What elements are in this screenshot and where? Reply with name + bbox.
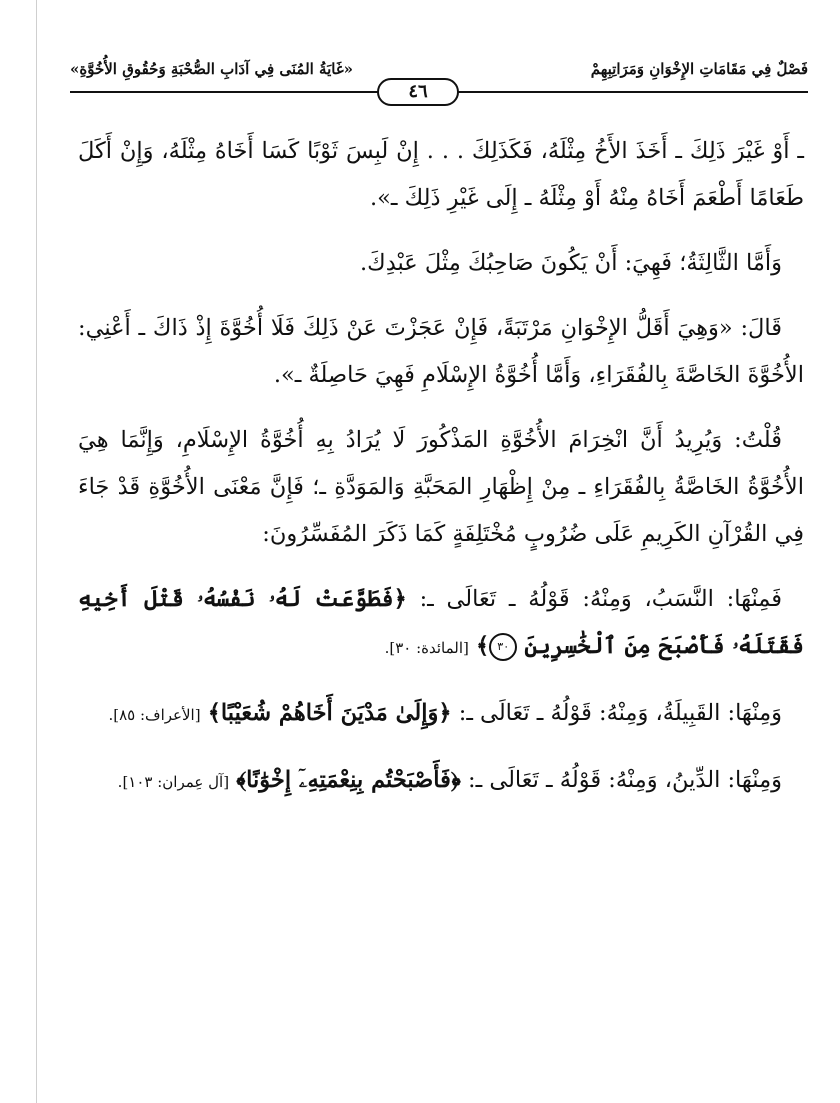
verse-reference: [الأعراف: ٨٥]. xyxy=(108,706,201,724)
paragraph-continuation: ـ أَوْ غَيْرَ ذَلِكَ ـ أَخَذَ الأَخُ مِثْلَهُ، فَكَذَلِكَ . . . إِنْ لَبِسَ ثَوْبًا كَسَا أَخَاهُ مِثْلَهُ، وَإِنْ أَكَلَ طَعَامًا أَطْعَمَ أَخَاهُ مِنْهُ أَوْ مِثْلَهُ ـ إِلَى غَيْرِ ذَلِكَ ـ». xyxy=(78,138,804,211)
verse-reference: [المائدة: ٣٠]. xyxy=(384,639,469,657)
lineage-lead: فَمِنْهَا: النَّسَبُ، وَمِنْهُ: قَوْلُهُ ـ تَعَالَى ـ: xyxy=(419,586,782,612)
ayah-number-marker: ٣٠ xyxy=(489,633,517,661)
book-title: «غَايَةُ المُنَى فِي آدَابِ الصُّحْبَةِ وَحُقُوقِ الأُخُوَّةِ» xyxy=(70,60,354,78)
page-body xyxy=(78,128,804,824)
paragraph-religion xyxy=(78,757,804,806)
chapter-title: فَصْلٌ فِي مَقَامَاتِ الإِخْوَانِ وَمَرَاتِبِهِمْ xyxy=(590,60,808,78)
quran-verse-maidah: ﴿فَطَوَّعَتْ لَهُۥ نَفْسُهُۥ قَتْلَ أَخِيهِ فَقَتَلَهُۥ فَأَصْبَحَ مِنَ ٱلْخَٰسِرِينَ xyxy=(78,586,804,659)
page-number: ٤٦ xyxy=(377,78,459,106)
verse-end-bracket: ﴾ xyxy=(476,633,490,659)
religion-lead: وَمِنْهَا: الدِّينُ، وَمِنْهُ: قَوْلُهُ ـ تَعَالَى ـ: xyxy=(468,767,782,793)
paragraph-quote: قَالَ: «وَهِيَ أَقَلُّ الإِخْوَانِ مَرْتَبَةً، فَإِنْ عَجَزْتَ عَنْ ذَلِكَ فَلَا أُخُوَّةَ إِذْ ذَاكَ ـ أَعْنِي: الأُخُوَّةَ الخَاصَّةَ بِالفُقَرَاءِ، وَأَمَّا أُخُوَّةُ الإِسْلَامِ فَهِيَ حَاصِلَةٌ ـ». xyxy=(78,315,804,388)
tribe-lead: وَمِنْهَا: القَبِيلَةُ، وَمِنْهُ: قَوْلُهُ ـ تَعَالَى ـ: xyxy=(458,700,782,726)
quran-verse-imran: ﴿فَأَصْبَحْتُم بِنِعْمَتِهِۦٓ إِخْوَٰنًا﴾ xyxy=(236,767,461,793)
scan-edge-line xyxy=(36,0,37,1103)
paragraph-tribe xyxy=(78,690,804,739)
quran-verse-araf: ﴿وَإِلَىٰ مَدْيَنَ أَخَاهُمْ شُعَيْبًا﴾ xyxy=(207,700,452,726)
paragraph-lineage xyxy=(78,576,804,672)
verse-reference: [آل عِمران: ١٠٣]. xyxy=(117,773,230,791)
paragraph-third-rank: وَأَمَّا الثَّالِثَةُ؛ فَهِيَ: أَنْ يَكُونَ صَاحِبُكَ مِثْلَ عَبْدِكَ. xyxy=(360,250,782,276)
paragraph-commentary: قُلْتُ: وَيُرِيدُ أَنَّ انْخِرَامَ الأُخُوَّةِ المَذْكُورَ لَا يُرَادُ بِهِ أُخُوَّةُ الإِسْلَامِ، وَإِنَّمَا هِيَ الأُخُوَّةُ الخَاصَّةُ بِالفُقَرَاءِ ـ مِنْ إِظْهَارِ المَحَبَّةِ وَالمَوَدَّةِ ـ؛ فَإِنَّ مَعْنَى الأُخُوَّةِ قَدْ جَاءَ فِي القُرْآنِ الكَرِيمِ عَلَى ضُرُوبٍ مُخْتَلِفَةٍ كَمَا ذَكَرَ المُفَسِّرُونَ: xyxy=(78,427,804,547)
